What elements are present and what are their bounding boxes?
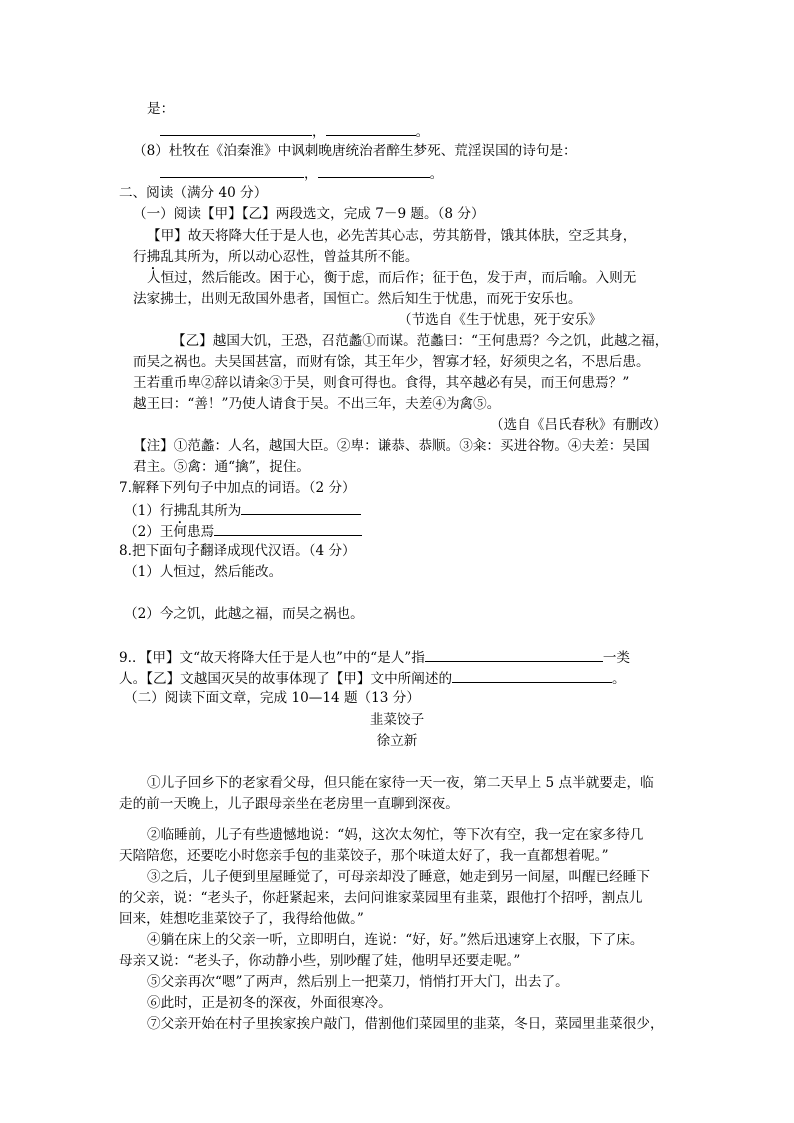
article-line: ⑦父亲开始在村子里挨家挨户敲门，借割他们菜园里的韭菜，冬日，菜园里韭菜很少， [147,1016,664,1032]
yi-text-line: 越王曰：“善！”乃使人请食于吴。不出三年，夫差④为禽⑤。 [133,396,501,412]
answer-blank[interactable] [425,647,603,662]
note-line: 【注】①范蠡：人名，越国大臣。②卑：谦恭、恭顺。③籴：买进谷物。④夫差：吴国 [133,438,650,454]
jia-text-line: 人恒过，然后能改。困于心，衡于虑，而后作；征于色，发于声，而后喻。入则无 [147,270,637,286]
section-heading: 二、阅读（满分 40 分） [119,185,268,201]
answer-blank[interactable] [326,121,416,136]
part1-intro: （一）阅读【甲】【乙】两段选文，完成 7－9 题。（8 分） [133,206,485,222]
article-line: 母亲又说：“老头子，你动静小些，别吵醒了娃，他明早还要走呢。” [119,953,521,969]
article-line: ④躺在床上的父亲一听，立即明白，连说：“好，好。”然后迅速穿上衣服，下了床。 [147,932,644,948]
answer-blank[interactable] [452,668,612,683]
answer-blank[interactable] [160,121,312,136]
q8-poem-question: （8）杜牧在《泊秦淮》中讽刺晚唐统治者醉生梦死、荒淫误国的诗句是： [133,143,577,159]
jia-text-line: 法家拂士，出则无敌国外患者，国恒亡。然后知生于忧患，而死于安乐也。 [133,291,582,307]
q9-line-2: 人。【乙】文越国灭吴的故事体现了【甲】文中所阐述的 。 [119,668,626,688]
q8-answer-line: ， 。 [160,163,443,183]
answer-blank[interactable] [318,163,430,178]
q8-item-1: （1）人恒过，然后能改。 [124,564,283,580]
article-author: 徐立新 [376,733,418,749]
note-line: 君主。⑤禽：通“擒”，捉住。 [133,459,311,475]
q7-item-2: （2）王何患焉 [124,521,362,548]
jia-text-line: 【甲】故天将降大任于是人也，必先苦其心志，劳其筋骨，饿其体肤，空乏其身， [147,228,637,244]
article-title: 韭菜饺子 [369,712,425,728]
article-line: ②临睡前，儿子有些遗憾地说：“妈，这次太匆忙，等下次有空，我一定在家多待几 [147,827,644,843]
answer-blank[interactable] [241,500,361,515]
article-line: ①儿子回乡下的老家看父母，但只能在家待一天一夜，第二天早上 5 点半就要走，临 [147,775,654,791]
yi-text-line: 【乙】越国大饥，王恐，召范蠡①而谋。范蠡曰：“王何患焉？今之饥，此越之福， [172,333,669,349]
q6-answer-line: ， 。 [160,121,429,141]
article-line: ③之后，儿子便到里屋睡觉了，可母亲却没了睡意，她走到另一间屋，叫醒已经睡下 [147,869,650,885]
article-line: 回来，娃想吃韭菜饺子了，我得给他做。” [119,911,364,927]
q7-item-1: （1）行拂乱其所为 [124,500,361,527]
jia-text-line: 行拂乱其所为，所以动心忍性，曾益其所不能。 [133,249,419,265]
q9-line-1: 9.．【甲】文“故天将降大任于是人也”中的“是人”指 一类 [119,647,630,667]
jia-source: （节选自《生于忧患，死于安乐》 [398,312,602,328]
emphasis-dot-char: 患 [187,524,201,540]
article-line: 走的前一天晚上，儿子跟母亲坐在老房里一直聊到深夜。 [119,796,459,812]
emphasis-dot-char: 拂 [146,249,161,265]
yi-text-line: 王若重币卑②辞以请籴③于吴，则食可得也。食得，其卒越必有吴，而王何患焉？” [133,375,630,391]
article-line: 的父亲，说：“老头子，你赶紧起来，去问问谁家菜园里有韭菜，跟他打个招呼，割点儿 [119,890,643,906]
article-line: 天陪陪您，还要吃小时您亲手包的韭菜饺子，那个味道太好了，我一直都想着呢。” [119,848,609,864]
q8-title: 8.把下面句子翻译成现代汉语。（4 分） [119,543,356,559]
part2-intro: （二）阅读下面文章，完成 10—14 题（13 分） [124,690,420,706]
q6-prompt-tail: 是： [147,101,175,117]
yi-text-line: 而吴之祸也。夫吴国甚富，而财有馀，其王年少，智寡才轻，好须臾之名，不思后患。 [133,354,650,370]
article-line: ⑤父亲再次“嗯”了两声，然后别上一把菜刀，悄悄打开大门，出去了。 [147,974,569,990]
emphasis-dot-char: 拂 [173,503,188,519]
article-line: ⑥此时，正是初冬的深夜，外面很寒冷。 [147,995,392,1011]
answer-blank[interactable] [214,521,362,536]
q8-item-2: （2）今之饥，此越之福，而吴之祸也。 [124,606,364,622]
q7-title: 7.解释下列句子中加点的词语。（2 分） [119,480,356,496]
answer-blank[interactable] [160,163,304,178]
yi-source: （选自《吕氏春秋》有删改） [490,417,667,433]
